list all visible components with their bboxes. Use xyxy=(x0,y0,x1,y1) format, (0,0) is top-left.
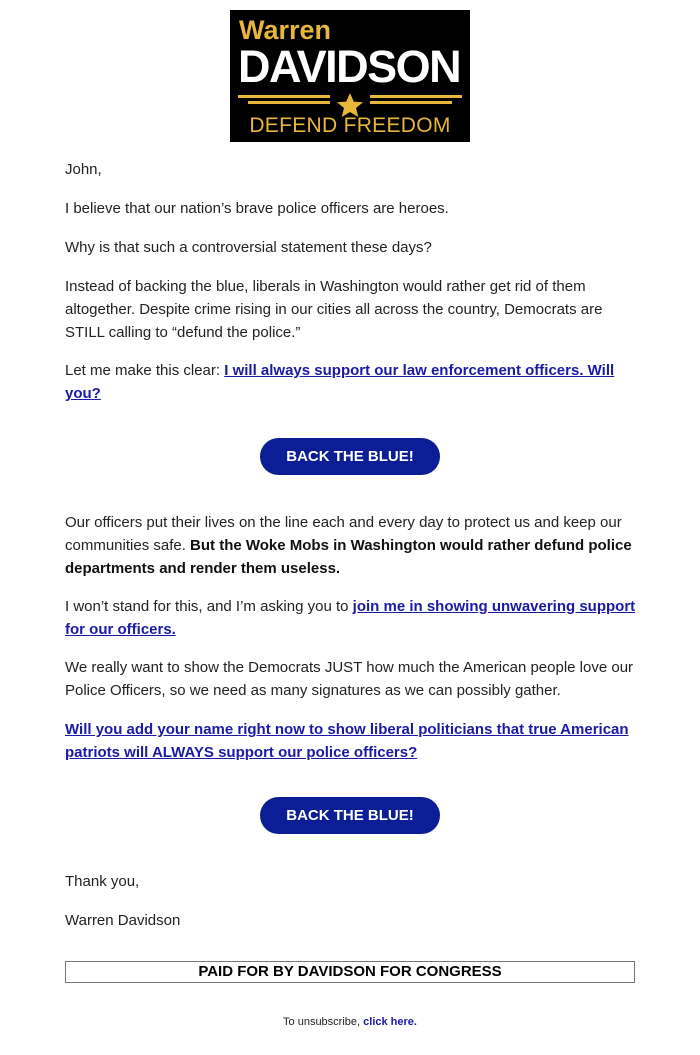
paragraph: We really want to show the Democrats JUST how much the American people love our Police Officers, so we need as many signatures as we can possibly gather. xyxy=(65,659,634,699)
back-the-blue-button-2[interactable]: BACK THE BLUE! xyxy=(260,797,440,834)
paid-for-disclaimer: PAID FOR BY DAVIDSON FOR CONGRESS xyxy=(65,961,635,983)
paragraph xyxy=(65,511,640,580)
paragraph-text: Our officers put their lives on the line each and every day to protect us and keep our communities safe. xyxy=(65,514,622,554)
unsubscribe-line xyxy=(0,1014,700,1030)
closing: Thank you, xyxy=(65,873,140,890)
logo-last-name: DAVIDSON xyxy=(238,41,461,92)
paragraph: Instead of backing the blue, liberals in Washington would rather get rid of them altogether. Despite crime rising in our cities all across the country, Democrats are STILL calling to “defund the police.” xyxy=(65,278,603,341)
paragraph-text: I won’t stand for this, and I’m asking you to xyxy=(65,598,353,615)
paragraph: I believe that our nation’s brave police officers are heroes. xyxy=(65,200,449,217)
greeting: John, xyxy=(65,161,102,178)
paragraph xyxy=(65,718,640,764)
unsubscribe-link[interactable]: click here. xyxy=(363,1016,417,1028)
support-officers-link[interactable]: I will always support our law enforcement officers. Will you? xyxy=(65,362,615,402)
logo-first-name: Warren xyxy=(239,15,332,45)
paragraph: Why is that such a controversial statement these days? xyxy=(65,239,432,256)
signature: Warren Davidson xyxy=(65,912,181,929)
logo-tagline: DEFEND FREEDOM xyxy=(249,114,451,137)
add-your-name-link[interactable]: Will you add your name right now to show liberal politicians that true American patriots will ALWAYS support our police officers? xyxy=(65,721,629,761)
paragraph xyxy=(65,359,640,405)
unsubscribe-text: To unsubscribe, xyxy=(283,1016,364,1028)
paragraph xyxy=(65,595,640,641)
join-me-link[interactable]: join me in showing unwavering support for our officers. xyxy=(65,598,636,638)
paragraph-text: Let me make this clear: xyxy=(65,362,225,379)
campaign-logo xyxy=(230,10,470,142)
paragraph-bold-text: But the Woke Mobs in Washington would rather defund police departments and render them useless. xyxy=(65,537,632,577)
back-the-blue-button[interactable]: BACK THE BLUE! xyxy=(260,438,440,475)
